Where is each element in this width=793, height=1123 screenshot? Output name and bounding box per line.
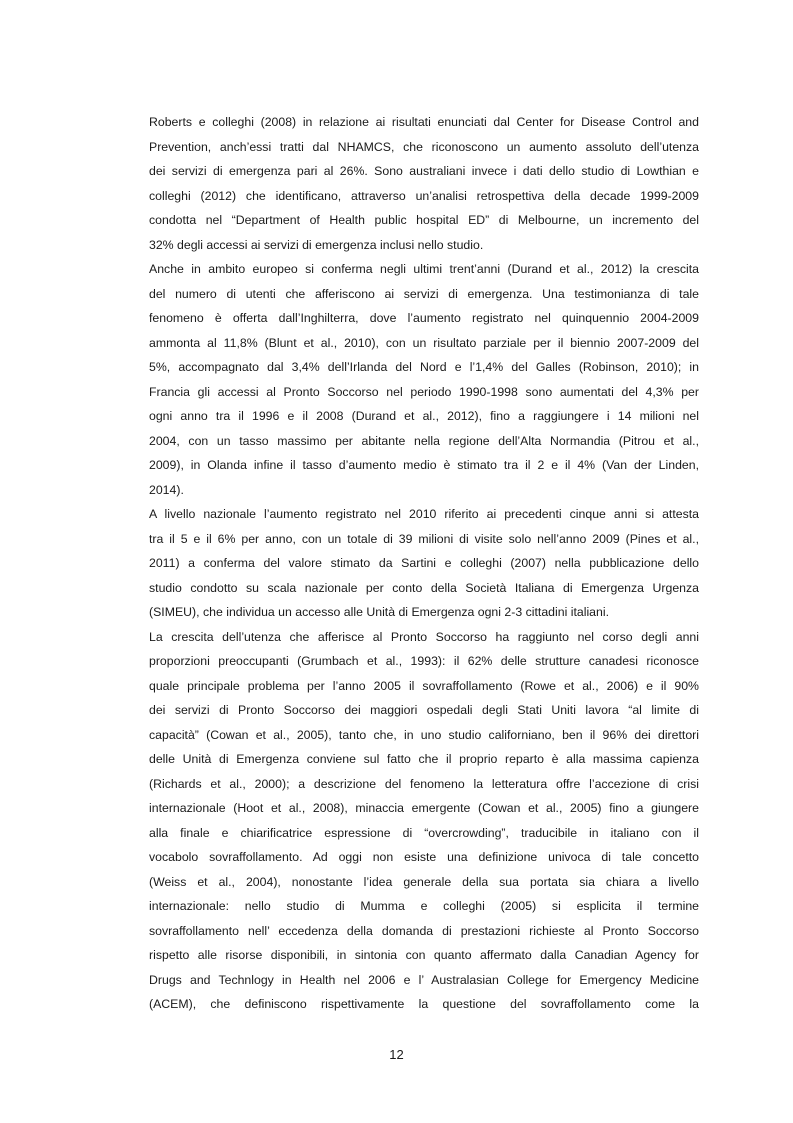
text-line: colleghi (2012) che identificano, attraverso un’analisi retrospettiva della decade 1999-2009 <box>149 188 699 203</box>
text-line: internazionale: nello studio di Mumma e colleghi (2005) si esplicita il termine <box>149 899 699 913</box>
body-text <box>149 110 699 1017</box>
text-line: (Richards et al., 2000); a descrizione del fenomeno la letteratura offre l’accezione di crisi <box>149 776 699 791</box>
text-line: 2009), in Olanda infine il tasso d’aumento medio è stimato tra il 2 e il 4% (Van der Linden, <box>149 458 699 472</box>
text-line: Prevention, anch’essi tratti dal NHAMCS, che riconoscono un aumento assoluto dell’utenza <box>149 139 699 154</box>
text-line: 2004, con un tasso massimo per abitante nella regione dell’Alta Normandia (Pitrou et al., <box>149 433 699 448</box>
text-line: quale principale problema per l’anno 2005 il sovraffollamento (Rowe et al., 2006) e il 90% <box>149 678 699 693</box>
text-line: 5%, accompagnato dal 3,4% dell’Irlanda del Nord e l’1,4% del Galles (Robinson, 2010); in <box>149 360 699 374</box>
text-line: fenomeno è offerta dall’Inghilterra, dove l’aumento registrato nel quinquennio 2004-2009 <box>149 311 699 325</box>
text-line: vocabolo sovraffollamento. Ad oggi non esiste una definizione univoca di tale concetto <box>149 850 699 864</box>
text-line: alla finale e chiarificatrice espressione di “overcrowding”, traducibile in italiano con il <box>149 825 699 840</box>
text-line: delle Unità di Emergenza conviene sul fatto che il proprio reparto è alla massima capienza <box>149 752 699 766</box>
text-line: Anche in ambito europeo si conferma negli ultimi trent’anni (Durand et al., 2012) la crescita <box>149 262 699 276</box>
text-line: dei servizi di emergenza pari al 26%. Sono australiani invece i dati dello studio di Lowthian e <box>149 164 699 178</box>
text-line: tra il 5 e il 6% per anno, con un totale di 39 milioni di visite solo nell’anno 2009 (Pines et al., <box>149 531 699 546</box>
text-line: ammonta al 11,8% (Blunt et al., 2010), con un risultato parziale per il biennio 2007-2009 del <box>149 335 699 350</box>
text-line: Roberts e colleghi (2008) in relazione ai risultati enunciati dal Center for Disease Control and <box>149 115 699 129</box>
text-line: (SIMEU), che individua un accesso alle Unità di Emergenza ogni 2-3 cittadini italiani. <box>149 605 609 619</box>
text-line: internazionale (Hoot et al., 2008), minaccia emergente (Cowan et al., 2005) fino a giungere <box>149 801 699 815</box>
text-line: Francia gli accessi al Pronto Soccorso nel periodo 1990-1998 sono aumentati del 4,3% per <box>149 384 699 399</box>
text-line: capacità” (Cowan et al., 2005), tanto che, in uno studio californiano, ben il 96% dei direttori <box>149 727 699 742</box>
text-line: sovraffollamento nell’ eccedenza della domanda di prestazioni richieste al Pronto Soccorso <box>149 923 699 938</box>
text-line: (Weiss et al., 2004), nonostante l’idea generale della sua portata sia chiara a livello <box>149 874 699 889</box>
text-line: 2014). <box>149 482 184 497</box>
text-line: proporzioni preoccupanti (Grumbach et al., 1993): il 62% delle strutture canadesi riconosce <box>149 654 699 668</box>
paragraph-europe <box>149 257 699 502</box>
text-line: A livello nazionale l’aumento registrato nel 2010 riferito ai precedenti cinque anni si attesta <box>149 507 699 521</box>
text-line: Drugs and Technlogy in Health nel 2006 e l’ Australasian College for Emergency Medicine <box>149 972 699 987</box>
text-line: La crescita dell’utenza che afferisce al Pronto Soccorso ha raggiunto nel corso degli anni <box>149 629 699 644</box>
text-line: 32% degli accessi ai servizi di emergenza inclusi nello studio. <box>149 237 484 252</box>
text-line: ogni anno tra il 1996 e il 2008 (Durand et al., 2012), fino a raggiungere i 14 milioni nel <box>149 409 699 423</box>
page-number: 12 <box>389 1047 404 1062</box>
paragraph-italy <box>149 502 699 625</box>
text-line: studio condotto su scala nazionale per conto della Società Italiana di Emergenza Urgenza <box>149 580 699 595</box>
paragraph-overcrowding <box>149 625 699 1017</box>
text-line: condotta nel “Department of Health public hospital ED” di Melbourne, un incremento del <box>149 213 699 227</box>
text-line: (ACEM), che definiscono rispettivamente la questione del sovraffollamento come la <box>149 997 699 1011</box>
text-line: 2011) a conferma del valore stimato da Sartini e colleghi (2007) nella pubblicazione dello <box>149 556 699 570</box>
text-line: rispetto alle risorse disponibili, in sintonia con quanto affermato dalla Canadian Agency for <box>149 948 699 962</box>
paragraph-us-data <box>149 110 699 257</box>
text-line: dei servizi di Pronto Soccorso dei maggiori ospedali degli Stati Uniti lavora “al limite di <box>149 703 699 717</box>
text-line: del numero di utenti che afferiscono ai servizi di emergenza. Una testimonianza di tale <box>149 286 699 301</box>
